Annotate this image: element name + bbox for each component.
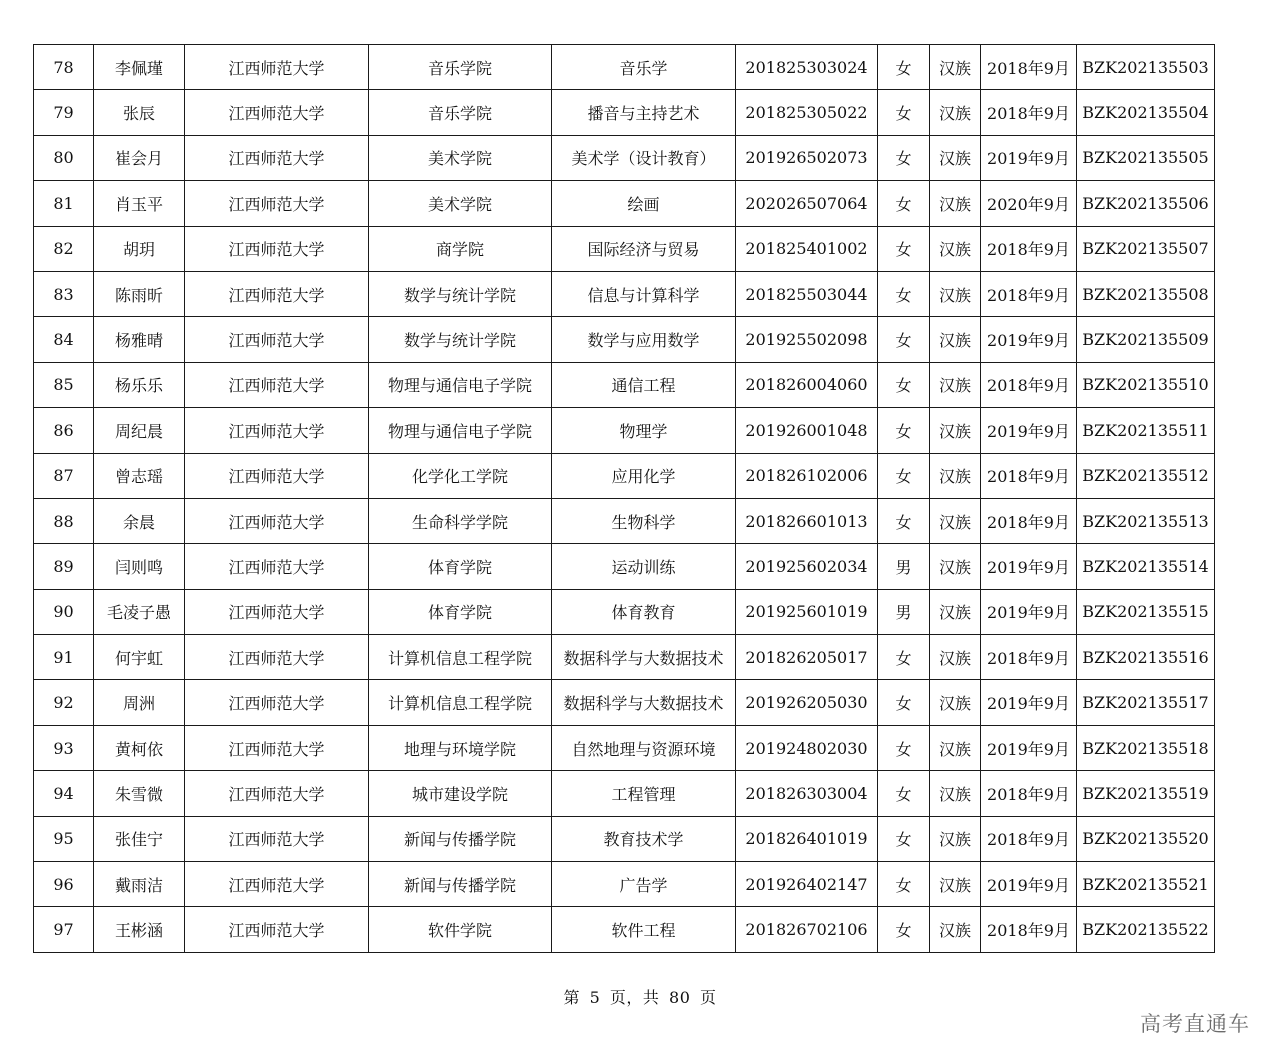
cell-college: 计算机信息工程学院 [369, 635, 552, 680]
cell-university: 江西师范大学 [185, 680, 369, 725]
cell-gender: 女 [878, 271, 930, 316]
cell-ethnicity: 汉族 [930, 226, 981, 271]
cell-ethnicity: 汉族 [930, 362, 981, 407]
cell-ethnicity: 汉族 [930, 816, 981, 861]
cell-student_id: 201926502073 [736, 135, 878, 180]
cell-university: 江西师范大学 [185, 771, 369, 816]
cell-student_id: 201926205030 [736, 680, 878, 725]
cell-cert_no: BZK202135519 [1077, 771, 1215, 816]
cell-enrolled: 2018年9月 [981, 498, 1077, 543]
cell-name: 崔会月 [94, 135, 185, 180]
cell-enrolled: 2018年9月 [981, 453, 1077, 498]
cell-student_id: 201825401002 [736, 226, 878, 271]
cell-enrolled: 2019年9月 [981, 725, 1077, 770]
cell-gender: 女 [878, 680, 930, 725]
table-row [34, 90, 1215, 135]
cell-gender: 男 [878, 589, 930, 634]
cell-enrolled: 2018年9月 [981, 362, 1077, 407]
cell-ethnicity: 汉族 [930, 771, 981, 816]
cell-college: 化学化工学院 [369, 453, 552, 498]
table-row [34, 453, 1215, 498]
cell-university: 江西师范大学 [185, 635, 369, 680]
table-row [34, 181, 1215, 226]
cell-ethnicity: 汉族 [930, 635, 981, 680]
table-row [34, 544, 1215, 589]
table-row [34, 862, 1215, 907]
cell-college: 软件学院 [369, 907, 552, 952]
table-row [34, 635, 1215, 680]
cell-major: 运动训练 [552, 544, 736, 589]
table-row [34, 907, 1215, 952]
table-row [34, 771, 1215, 816]
cell-major: 数据科学与大数据技术 [552, 635, 736, 680]
cell-student_id: 201826401019 [736, 816, 878, 861]
cell-college: 数学与统计学院 [369, 271, 552, 316]
cell-cert_no: BZK202135511 [1077, 408, 1215, 453]
cell-enrolled: 2019年9月 [981, 544, 1077, 589]
cell-no: 96 [34, 862, 94, 907]
cell-enrolled: 2018年9月 [981, 45, 1077, 90]
table-row [34, 362, 1215, 407]
cell-gender: 女 [878, 862, 930, 907]
cell-college: 音乐学院 [369, 90, 552, 135]
cell-major: 美术学（设计教育） [552, 135, 736, 180]
cell-student_id: 201825503044 [736, 271, 878, 316]
cell-no: 94 [34, 771, 94, 816]
cell-university: 江西师范大学 [185, 453, 369, 498]
cell-no: 97 [34, 907, 94, 952]
cell-enrolled: 2020年9月 [981, 181, 1077, 226]
cell-gender: 女 [878, 226, 930, 271]
cell-no: 85 [34, 362, 94, 407]
cell-name: 黄柯依 [94, 725, 185, 770]
cell-ethnicity: 汉族 [930, 498, 981, 543]
cell-major: 信息与计算科学 [552, 271, 736, 316]
cell-name: 毛凌子愚 [94, 589, 185, 634]
cell-student_id: 201825305022 [736, 90, 878, 135]
table-row [34, 725, 1215, 770]
cell-cert_no: BZK202135505 [1077, 135, 1215, 180]
cell-cert_no: BZK202135506 [1077, 181, 1215, 226]
cell-no: 95 [34, 816, 94, 861]
cell-university: 江西师范大学 [185, 907, 369, 952]
cell-gender: 女 [878, 317, 930, 362]
cell-name: 闫则鸣 [94, 544, 185, 589]
footer-page-number: 5 [589, 988, 601, 1007]
cell-college: 城市建设学院 [369, 771, 552, 816]
cell-no: 88 [34, 498, 94, 543]
cell-gender: 男 [878, 544, 930, 589]
cell-cert_no: BZK202135507 [1077, 226, 1215, 271]
cell-college: 物理与通信电子学院 [369, 362, 552, 407]
cell-name: 李佩瑾 [94, 45, 185, 90]
cell-university: 江西师范大学 [185, 362, 369, 407]
cell-ethnicity: 汉族 [930, 45, 981, 90]
student-table [33, 44, 1215, 953]
cell-ethnicity: 汉族 [930, 271, 981, 316]
cell-university: 江西师范大学 [185, 816, 369, 861]
cell-no: 90 [34, 589, 94, 634]
cell-cert_no: BZK202135503 [1077, 45, 1215, 90]
cell-college: 音乐学院 [369, 45, 552, 90]
cell-no: 93 [34, 725, 94, 770]
cell-ethnicity: 汉族 [930, 862, 981, 907]
cell-ethnicity: 汉族 [930, 135, 981, 180]
cell-student_id: 201826205017 [736, 635, 878, 680]
cell-gender: 女 [878, 453, 930, 498]
cell-university: 江西师范大学 [185, 544, 369, 589]
cell-name: 周纪晨 [94, 408, 185, 453]
cell-ethnicity: 汉族 [930, 317, 981, 362]
cell-ethnicity: 汉族 [930, 408, 981, 453]
cell-enrolled: 2019年9月 [981, 589, 1077, 634]
cell-college: 生命科学学院 [369, 498, 552, 543]
cell-name: 周洲 [94, 680, 185, 725]
cell-ethnicity: 汉族 [930, 181, 981, 226]
cell-gender: 女 [878, 498, 930, 543]
cell-student_id: 201924802030 [736, 725, 878, 770]
footer-prefix: 第 [563, 988, 581, 1007]
cell-no: 89 [34, 544, 94, 589]
watermark: 高考直通车 [1140, 1012, 1250, 1036]
cell-no: 86 [34, 408, 94, 453]
cell-name: 王彬涵 [94, 907, 185, 952]
cell-name: 胡玥 [94, 226, 185, 271]
cell-no: 92 [34, 680, 94, 725]
cell-enrolled: 2019年9月 [981, 408, 1077, 453]
cell-no: 79 [34, 90, 94, 135]
cell-gender: 女 [878, 45, 930, 90]
cell-student_id: 201826004060 [736, 362, 878, 407]
cell-cert_no: BZK202135518 [1077, 725, 1215, 770]
cell-enrolled: 2018年9月 [981, 907, 1077, 952]
cell-gender: 女 [878, 135, 930, 180]
cell-major: 物理学 [552, 408, 736, 453]
cell-major: 通信工程 [552, 362, 736, 407]
cell-gender: 女 [878, 408, 930, 453]
cell-college: 计算机信息工程学院 [369, 680, 552, 725]
cell-gender: 女 [878, 90, 930, 135]
cell-major: 自然地理与资源环境 [552, 725, 736, 770]
cell-enrolled: 2018年9月 [981, 90, 1077, 135]
cell-university: 江西师范大学 [185, 498, 369, 543]
cell-ethnicity: 汉族 [930, 90, 981, 135]
table-row [34, 589, 1215, 634]
cell-ethnicity: 汉族 [930, 680, 981, 725]
cell-enrolled: 2018年9月 [981, 816, 1077, 861]
cell-no: 82 [34, 226, 94, 271]
footer-mid: 页，共 [609, 988, 660, 1007]
cell-university: 江西师范大学 [185, 589, 369, 634]
cell-ethnicity: 汉族 [930, 589, 981, 634]
cell-cert_no: BZK202135508 [1077, 271, 1215, 316]
cell-gender: 女 [878, 362, 930, 407]
cell-ethnicity: 汉族 [930, 453, 981, 498]
cell-college: 新闻与传播学院 [369, 862, 552, 907]
cell-major: 播音与主持艺术 [552, 90, 736, 135]
cell-enrolled: 2018年9月 [981, 226, 1077, 271]
table-row [34, 226, 1215, 271]
page-footer [0, 985, 1280, 1008]
cell-major: 国际经济与贸易 [552, 226, 736, 271]
cell-no: 83 [34, 271, 94, 316]
cell-major: 音乐学 [552, 45, 736, 90]
table-row [34, 271, 1215, 316]
cell-college: 地理与环境学院 [369, 725, 552, 770]
cell-major: 教育技术学 [552, 816, 736, 861]
cell-student_id: 201826601013 [736, 498, 878, 543]
cell-gender: 女 [878, 725, 930, 770]
cell-college: 商学院 [369, 226, 552, 271]
cell-name: 朱雪微 [94, 771, 185, 816]
table-row [34, 317, 1215, 362]
cell-no: 81 [34, 181, 94, 226]
cell-student_id: 201826702106 [736, 907, 878, 952]
cell-cert_no: BZK202135516 [1077, 635, 1215, 680]
cell-gender: 女 [878, 771, 930, 816]
cell-no: 84 [34, 317, 94, 362]
cell-university: 江西师范大学 [185, 45, 369, 90]
cell-enrolled: 2018年9月 [981, 635, 1077, 680]
cell-cert_no: BZK202135517 [1077, 680, 1215, 725]
cell-enrolled: 2019年9月 [981, 862, 1077, 907]
cell-student_id: 201925502098 [736, 317, 878, 362]
cell-college: 数学与统计学院 [369, 317, 552, 362]
cell-cert_no: BZK202135512 [1077, 453, 1215, 498]
cell-no: 91 [34, 635, 94, 680]
cell-cert_no: BZK202135513 [1077, 498, 1215, 543]
cell-student_id: 201826102006 [736, 453, 878, 498]
cell-college: 体育学院 [369, 544, 552, 589]
cell-name: 杨雅晴 [94, 317, 185, 362]
cell-major: 绘画 [552, 181, 736, 226]
cell-no: 87 [34, 453, 94, 498]
cell-ethnicity: 汉族 [930, 907, 981, 952]
cell-name: 张佳宁 [94, 816, 185, 861]
cell-name: 肖玉平 [94, 181, 185, 226]
cell-major: 广告学 [552, 862, 736, 907]
table-row [34, 816, 1215, 861]
cell-university: 江西师范大学 [185, 226, 369, 271]
cell-enrolled: 2019年9月 [981, 680, 1077, 725]
cell-name: 余晨 [94, 498, 185, 543]
cell-cert_no: BZK202135515 [1077, 589, 1215, 634]
cell-student_id: 201825303024 [736, 45, 878, 90]
cell-major: 应用化学 [552, 453, 736, 498]
table-row [34, 498, 1215, 543]
cell-college: 美术学院 [369, 181, 552, 226]
cell-college: 物理与通信电子学院 [369, 408, 552, 453]
cell-major: 体育教育 [552, 589, 736, 634]
cell-major: 软件工程 [552, 907, 736, 952]
cell-university: 江西师范大学 [185, 725, 369, 770]
cell-enrolled: 2019年9月 [981, 317, 1077, 362]
cell-university: 江西师范大学 [185, 317, 369, 362]
cell-cert_no: BZK202135522 [1077, 907, 1215, 952]
cell-cert_no: BZK202135510 [1077, 362, 1215, 407]
cell-university: 江西师范大学 [185, 862, 369, 907]
table-row [34, 408, 1215, 453]
cell-university: 江西师范大学 [185, 90, 369, 135]
cell-name: 张辰 [94, 90, 185, 135]
cell-no: 80 [34, 135, 94, 180]
cell-university: 江西师范大学 [185, 408, 369, 453]
cell-student_id: 202026507064 [736, 181, 878, 226]
cell-name: 何宇虹 [94, 635, 185, 680]
cell-no: 78 [34, 45, 94, 90]
cell-university: 江西师范大学 [185, 271, 369, 316]
cell-cert_no: BZK202135514 [1077, 544, 1215, 589]
table-row [34, 135, 1215, 180]
cell-gender: 女 [878, 907, 930, 952]
cell-college: 美术学院 [369, 135, 552, 180]
cell-cert_no: BZK202135509 [1077, 317, 1215, 362]
cell-enrolled: 2018年9月 [981, 271, 1077, 316]
cell-enrolled: 2018年9月 [981, 771, 1077, 816]
cell-student_id: 201826303004 [736, 771, 878, 816]
cell-student_id: 201926402147 [736, 862, 878, 907]
cell-cert_no: BZK202135520 [1077, 816, 1215, 861]
cell-university: 江西师范大学 [185, 135, 369, 180]
cell-student_id: 201925601019 [736, 589, 878, 634]
cell-gender: 女 [878, 181, 930, 226]
cell-major: 数学与应用数学 [552, 317, 736, 362]
cell-ethnicity: 汉族 [930, 725, 981, 770]
cell-major: 数据科学与大数据技术 [552, 680, 736, 725]
cell-cert_no: BZK202135521 [1077, 862, 1215, 907]
cell-college: 体育学院 [369, 589, 552, 634]
cell-major: 生物科学 [552, 498, 736, 543]
cell-name: 曾志瑶 [94, 453, 185, 498]
cell-student_id: 201926001048 [736, 408, 878, 453]
cell-gender: 女 [878, 635, 930, 680]
cell-ethnicity: 汉族 [930, 544, 981, 589]
cell-name: 戴雨洁 [94, 862, 185, 907]
cell-college: 新闻与传播学院 [369, 816, 552, 861]
cell-enrolled: 2019年9月 [981, 135, 1077, 180]
cell-cert_no: BZK202135504 [1077, 90, 1215, 135]
footer-suffix: 页 [699, 988, 717, 1007]
cell-university: 江西师范大学 [185, 181, 369, 226]
footer-total-pages: 80 [669, 988, 691, 1007]
cell-student_id: 201925602034 [736, 544, 878, 589]
cell-name: 陈雨昕 [94, 271, 185, 316]
table-row [34, 45, 1215, 90]
cell-gender: 女 [878, 816, 930, 861]
cell-major: 工程管理 [552, 771, 736, 816]
table-row [34, 680, 1215, 725]
cell-name: 杨乐乐 [94, 362, 185, 407]
